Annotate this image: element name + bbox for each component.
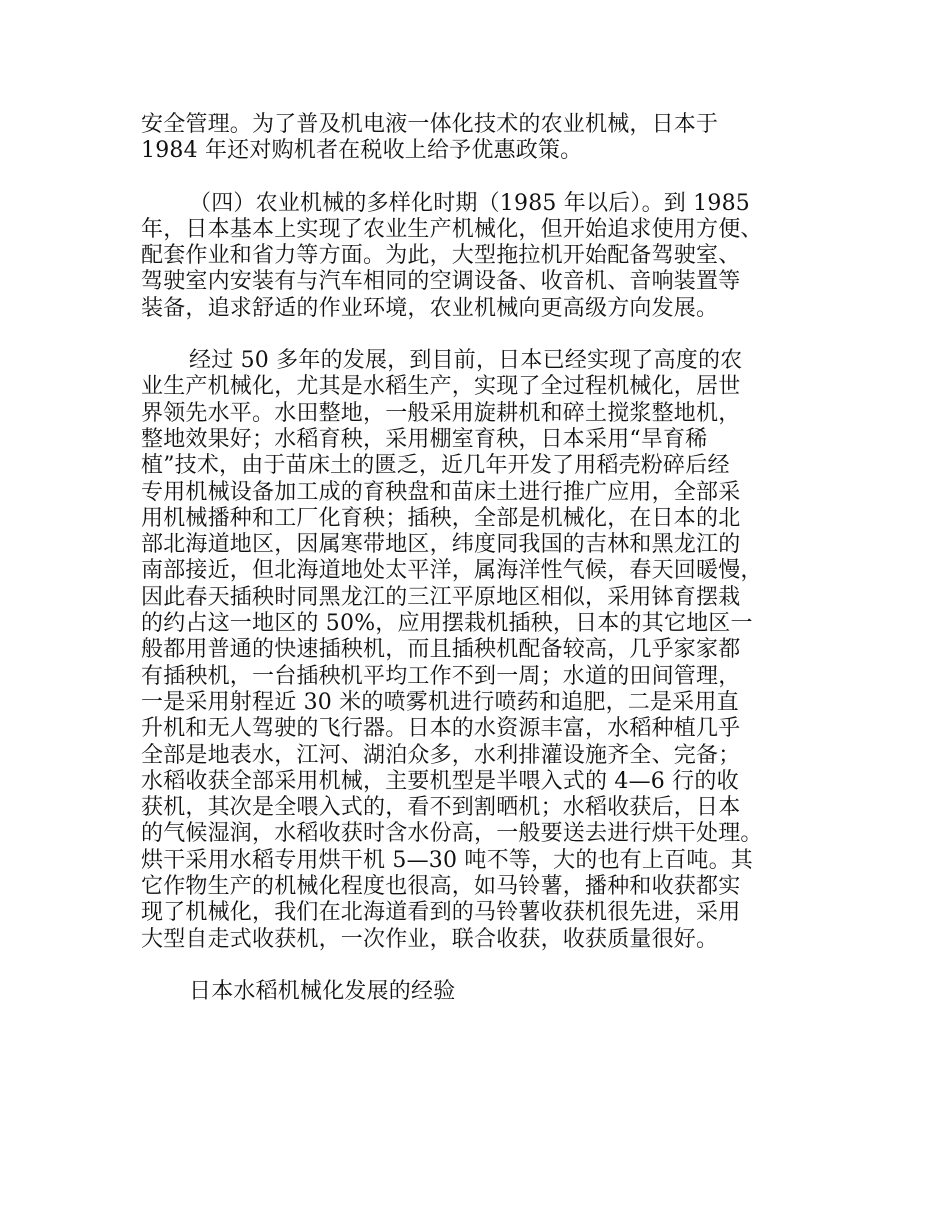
text-line: 因此春天插秧时同黑龙江的三江平原地区相似，采用钵育摆栽 — [141, 584, 741, 610]
text-line: 1984 年还对购机者在税收上给予优惠政策。 — [141, 138, 583, 164]
document-body — [141, 112, 831, 1031]
text-line: 有插秧机，一台插秧机平均工作不到一周；水道的田间管理， — [141, 663, 741, 689]
text-line: 专用机械设备加工成的育秧盘和苗床土进行推广应用，全部采 — [141, 479, 741, 505]
text-line: 般都用普通的快速插秧机，而且插秧机配备较高，几乎家家都 — [141, 637, 741, 663]
text-line: 它作物生产的机械化程度也很高，如马铃薯，播种和收获都实 — [141, 874, 741, 900]
text-line: （四）农业机械的多样化时期（1985 年以后）。到 1985 — [189, 190, 750, 216]
text-line: 业生产机械化，尤其是水稻生产，实现了全过程机械化，居世 — [141, 374, 741, 400]
text-line: 水稻收获全部采用机械，主要机型是半喂入式的 4—6 行的收 — [141, 768, 739, 794]
text-line: 植”技术，由于苗床土的匮乏，近几年开发了用稻壳粉碎后经 — [141, 453, 730, 479]
text-line: 南部接近，但北海道地处太平洋，属海洋性气候，春天回暖慢， — [141, 558, 763, 584]
text-line: 烘干采用水稻专用烘干机 5—30 吨不等，大的也有上百吨。其 — [141, 847, 753, 873]
text-line: 大型自走式收获机，一次作业，联合收获，收获质量很好。 — [141, 926, 719, 952]
paragraph-4 — [141, 979, 831, 1005]
text-line: 升机和无人驾驶的飞行器。日本的水资源丰富，水稻种植几乎 — [141, 716, 741, 742]
text-line: 界领先水平。水田整地，一般采用旋耕机和碎土搅浆整地机， — [141, 400, 741, 426]
text-line: 经过 50 多年的发展，到目前，日本已经实现了高度的农 — [189, 348, 743, 374]
paragraph-2 — [141, 191, 831, 322]
text-line: 的约占这一地区的 50%，应用摆栽机插秧，日本的其它地区一 — [141, 611, 753, 637]
text-line: 安全管理。为了普及机电液一体化技术的农业机械，日本于 — [141, 112, 719, 137]
text-line: 现了机械化，我们在北海道看到的马铃薯收获机很先进，采用 — [141, 900, 741, 926]
text-line: 驾驶室内安装有与汽车相同的空调设备、收音机、音响装置等 — [141, 269, 741, 295]
text-line: 部北海道地区，因属寒带地区，纬度同我国的吉林和黑龙江的 — [141, 532, 741, 558]
paragraph-3 — [141, 348, 831, 953]
text-line: 年，日本基本上实现了农业生产机械化，但开始追求使用方便、 — [141, 216, 763, 242]
text-line: 配套作业和省力等方面。为此，大型拖拉机开始配备驾驶室、 — [141, 243, 741, 269]
text-line: 装备，追求舒适的作业环境，农业机械向更高级方向发展。 — [141, 295, 719, 321]
section-heading: 日本水稻机械化发展的经验 — [189, 978, 456, 1004]
text-line: 用机械播种和工厂化育秧；插秧，全部是机械化，在日本的北 — [141, 505, 741, 531]
text-line: 一是采用射程近 30 米的喷雾机进行喷药和追肥，二是采用直 — [141, 689, 739, 715]
paragraph-1 — [141, 112, 831, 165]
text-line: 全部是地表水，江河、湖泊众多，水利排灌设施齐全、完备； — [141, 742, 741, 768]
text-line: 获机，其次是全喂入式的，看不到割晒机；水稻收获后，日本 — [141, 795, 741, 821]
text-line: 的气候湿润，水稻收获时含水份高，一般要送去进行烘干处理。 — [141, 821, 763, 847]
text-line: 整地效果好；水稻育秧，采用棚室育秧，日本采用“旱育稀 — [141, 426, 708, 452]
